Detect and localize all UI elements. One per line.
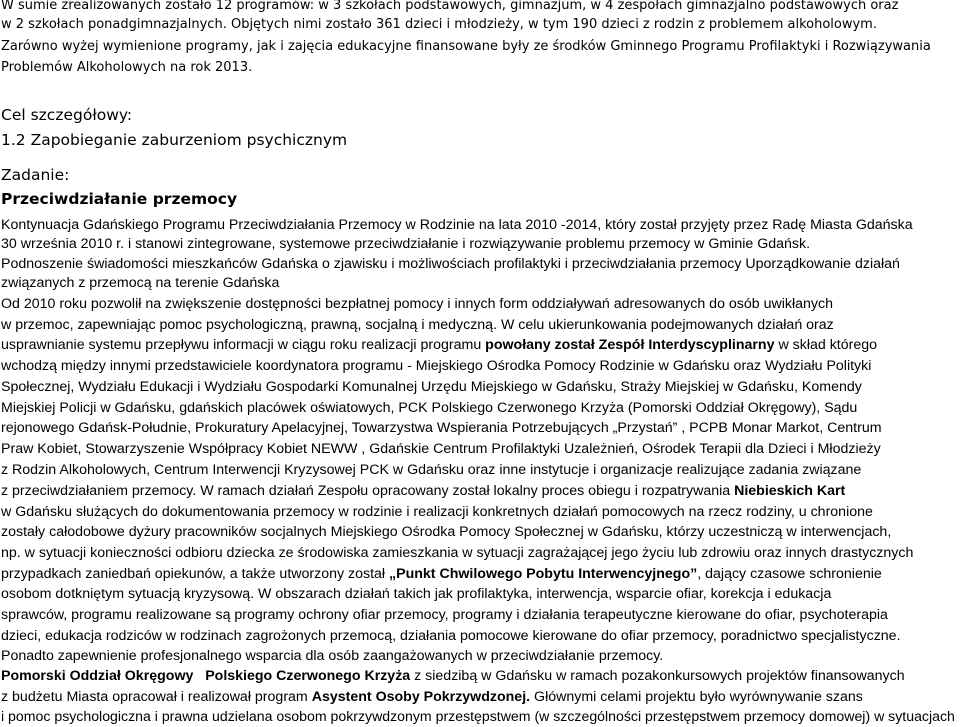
blue-cards-emphasis: Niebieskich Kart xyxy=(734,483,846,499)
body-line-6: w przemoc, zapewniając pomoc psychologiczną, prawną, socjalną i medyczną. W celu ukierunkowania podejmowanych działań oraz xyxy=(1,317,834,333)
task-title: Przeciwdziałanie przemocy xyxy=(1,190,238,208)
intro-line-3: Zarówno wyżej wymienione programy, jak i zajęcia edukacyjne finansowane były ze środków Gminnego Programu Profilaktyki i Rozwiązywania xyxy=(1,39,931,54)
body-line-7 xyxy=(1,335,952,355)
goal-heading: Cel szczegółowy: xyxy=(1,106,133,124)
body-line-14 xyxy=(1,481,952,501)
body-line-25: i pomoc psychologiczna i prawna udzielana osobom pokrzywdzonym przestępstwem (w szczególności przestępstwem przemocy domowej) w sytuacjach xyxy=(1,709,955,725)
body-line-23 xyxy=(1,666,952,686)
body-line-21: dzieci, edukacja rodziców w rodzinach zagrożonych przemocą, działania pomocowe kierowane do ofiar przemocy, poradnictwo specjalistyczne. xyxy=(1,628,901,644)
body-line-13: z Rodzin Alkoholowych, Centrum Interwencji Kryzysowej PCK w Gdańsku oraz inne instytucje i organizacje realizujące zadania związane xyxy=(1,462,862,478)
red-cross-emphasis: Polskiego Czerwonego Krzyża xyxy=(205,668,411,684)
body-line-16: zostały całodobowe dyżury pracowników socjalnych Miejskiego Ośrodka Pomocy Społecznej w Gdańsku, którzy uczestniczą w interwencjach, xyxy=(1,524,892,540)
body-line-2: 30 września 2010 r. i stanowi zintegrowane, systemowe przeciwdziałanie i rozwiązywanie problemu przemocy w Gminie Gdańsk. xyxy=(1,236,811,252)
body-line-14-text-a: z przeciwdziałaniem przemocy. W ramach działań Zespołu opracowany został lokalny proces obiegu i rozpatrywania xyxy=(1,483,735,499)
body-line-5: Od 2010 roku pozwolił na zwiększenie dostępności bezpłatnej pomocy i innych form oddziaływań adresowanych do osób uwikłanych xyxy=(1,296,834,312)
interdisciplinary-team-emphasis: powołany został Zespół Interdyscyplinarny xyxy=(485,337,775,353)
body-line-24 xyxy=(1,687,952,707)
interim-stay-point-emphasis: „Punkt Chwilowego Pobytu Interwencyjnego” xyxy=(389,566,698,582)
victim-assistant-emphasis: Asystent Osoby Pokrzywdzonej. xyxy=(311,689,531,705)
body-line-18-text-a: przypadkach zaniedbań opiekunów, a także utworzony został xyxy=(1,566,390,582)
body-line-1: Kontynuacja Gdańskiego Programu Przeciwdziałania Przemocy w Rodzinie na lata 2010 -2014, który został przyjęty przez Radę Miasta Gdańska xyxy=(1,217,913,233)
body-line-3: Podnoszenie świadomości mieszkańców Gdańska o zjawisku i możliwościach profilaktyki i przeciwdziałania przemocy Uporządkowanie działań xyxy=(1,256,900,272)
body-line-9: Społecznej, Wydziału Edukacji i Wydziału Gospodarki Komunalnej Urzędu Miejskiego w Gdańsku, Straży Miejskiej w Gdańsku, Komendy xyxy=(1,379,862,395)
body-line-12: Praw Kobiet, Stowarzyszenie Współpracy Kobiet NEWW , Gdańskie Centrum Profilaktyki Uzależnień, Ośrodek Terapii dla Dzieci i Młodzieży xyxy=(1,441,881,457)
body-line-17: np. w sytuacji konieczności odbioru dziecka ze środowiska zamieszkania w sytuacji zagrażającej jego życiu lub zdrowiu oraz innych drastycznych xyxy=(1,545,914,561)
intro-line-4: Problemów Alkoholowych na rok 2013. xyxy=(1,60,253,75)
body-line-7-text-a: usprawnianie systemu przepływu informacji w ciągu roku realizacji programu xyxy=(1,337,486,353)
goal-title: 1.2 Zapobieganie zaburzeniom psychicznym xyxy=(1,131,348,149)
body-line-24-text-a: z budżetu Miasta opracował i realizował program xyxy=(1,689,312,705)
body-line-11: rejonowego Gdańsk-Południe, Prokuratury Apelacyjnej, Towarzystwa Wspierania Potrzebujących „Przystań” , PCPB Monar Markot, Centrum xyxy=(1,420,882,436)
body-line-19: osobom dotkniętym sytuacją kryzysową. W obszarach działań takich jak profilaktyka, interwencja, wsparcie ofiar, korekcja i edukacja xyxy=(1,586,832,602)
body-line-23-text-c: z siedzibą w Gdańsku w ramach pozakonkursowych projektów finansowanych xyxy=(410,668,905,684)
body-line-7-text-c: w skład którego xyxy=(774,337,878,353)
body-line-24-text-c: Głównymi celami projektu było wyrównywanie szans xyxy=(530,689,863,705)
intro-line-2: w 2 szkołach ponadgimnazjalnych. Objętych nimi zostało 361 dzieci i młodzieży, w tym 190 dzieci z rodzin z problemem alkoholowym. xyxy=(1,17,877,32)
body-line-10: Miejskiej Policji w Gdańsku, gdańskich placówek oświatowych, PCK Polskiego Czerwonego Krzyża (Pomorski Oddział Okręgowy), Sądu xyxy=(1,400,858,416)
body-line-18-text-c: , dający czasowe schronienie xyxy=(697,566,882,582)
task-label: Zadanie: xyxy=(1,166,70,184)
body-line-20: sprawców, programu realizowane są programy ochrony ofiar przemocy, programy i działania terapeutyczne kierowane do ofiar, psychoterapia xyxy=(1,607,888,623)
body-line-18 xyxy=(1,564,952,584)
body-line-22: Ponadto zapewnienie profesjonalnego wsparcia dla osób zaangażowanych w przeciwdziałanie przemocy. xyxy=(1,648,664,664)
body-line-15: w Gdańsku służących do dokumentowania przemocy w rodzinie i realizacji konkretnych działań pomocowych na rzecz rodziny, u chronione xyxy=(1,504,873,520)
intro-line-1: W sumie zrealizowanych zostało 12 programów: w 3 szkołach podstawowych, gimnazjum, w 4 zespołach gimnazjalno podstawowych oraz xyxy=(1,0,899,13)
regional-branch-emphasis: Pomorski Oddział Okręgowy xyxy=(1,668,194,684)
body-line-4: związanych z przemocą na terenie Gdańska xyxy=(1,275,280,291)
body-line-8: wchodzą między innymi przedstawiciele koordynatora programu - Miejskiego Ośrodka Pomocy Rodzinie w Gdańsku oraz Wydziału Polityki xyxy=(1,358,872,374)
